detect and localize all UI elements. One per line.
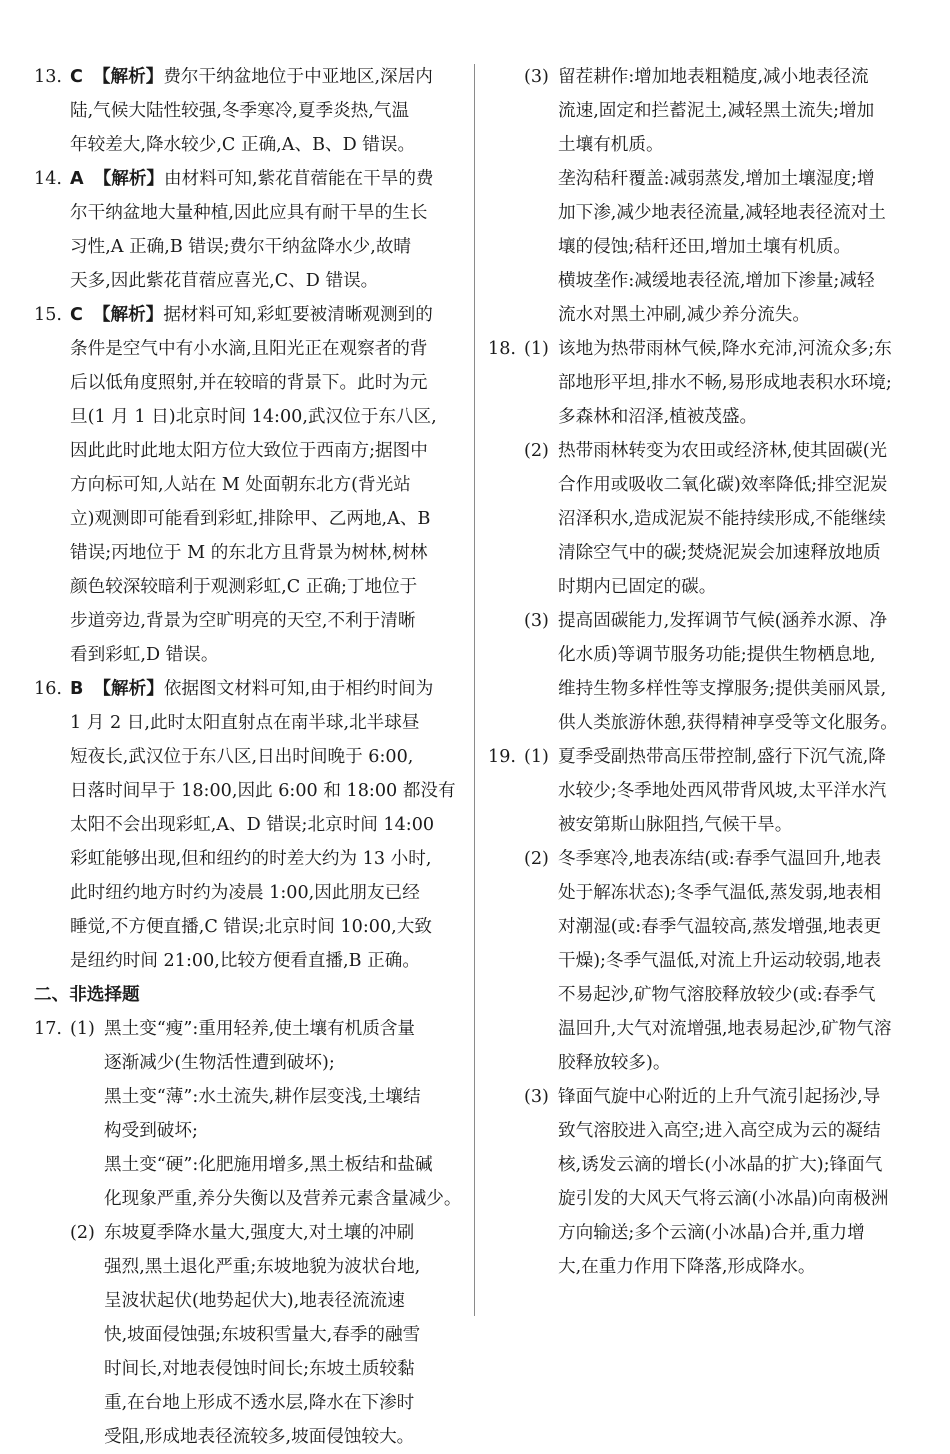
text-line: 垄沟秸秆覆盖:减弱蒸发,增加土壤湿度;增	[558, 169, 875, 189]
answer-15	[34, 298, 474, 672]
text-line: 化水质)等调节服务功能;提供生物栖息地,	[558, 645, 876, 665]
text-line: 维持生物多样性等支撑服务;提供美丽风景,	[558, 679, 887, 699]
text-line: 呈波状起伏(地势起伏大),地表径流流速	[104, 1291, 405, 1311]
text-line: 该地为热带雨林气候,降水充沛,河流众多;东	[558, 339, 892, 359]
text-line: 提高固碳能力,发挥调节气候(涵养水源、净	[558, 611, 888, 631]
text-line: 致气溶胶进入高空;进入高空成为云的凝结	[558, 1121, 881, 1141]
text-line: 彩虹能够出现,但和纽约的时差大约为 13 小时,	[70, 849, 432, 869]
text-line: 由材料可知,紫花苜蓿能在干旱的费	[164, 169, 434, 189]
text-line: 重,在台地上形成不透水层,降水在下渗时	[104, 1393, 415, 1413]
sub-number: (1)	[524, 339, 549, 359]
analysis-tag: 【解析】	[92, 67, 164, 87]
text-line: 供人类旅游休憩,获得精神享受等文化服务。	[558, 713, 898, 733]
text-line: 依据图文材料可知,由于相约时间为	[163, 679, 434, 699]
text-line: 核,诱发云滴的增长(小冰晶的扩大);锋面气	[558, 1155, 883, 1175]
answer-16	[34, 672, 474, 978]
text-line: 方向输送;多个云滴(小冰晶)合并,重力增	[558, 1223, 865, 1243]
text-line: 流速,固定和拦蓄泥土,减轻黑土流失;增加	[558, 101, 875, 121]
text-line: 东坡夏季降水量大,强度大,对土壤的冲刷	[104, 1223, 415, 1243]
text-line: 受阻,形成地表径流较多,坡面侵蚀较大。	[104, 1427, 415, 1447]
analysis-tag: 【解析】	[93, 679, 164, 699]
answer-17	[34, 1012, 474, 1454]
text-line: 黑土变“薄”:水土流失,耕作层变浅,土壤结	[104, 1087, 421, 1107]
text-line: 年较差大,降水较少,C 正确,A、B、D 错误。	[70, 135, 416, 155]
text-line: 处于解冻状态);冬季气温低,蒸发弱,地表相	[558, 883, 882, 903]
text-line: 黑土变“硬”:化肥施用增多,黑土板结和盐碱	[104, 1155, 433, 1175]
text-line: 方向标可知,人站在 M 处面朝东北方(背光站	[70, 475, 411, 495]
sub-answer-3	[524, 1080, 918, 1284]
text-line: 颜色较深较暗利于观测彩虹,C 正确;丁地位于	[70, 577, 418, 597]
text-line: 费尔干纳盆地位于中亚地区,深居内	[163, 67, 433, 87]
text-line: 习性,A 正确,B 错误;费尔干纳盆降水少,故晴	[70, 237, 412, 257]
text-line: 旦(1 月 1 日)北京时间 14:00,武汉位于东八区,	[70, 407, 437, 427]
sub-number: (1)	[524, 747, 549, 767]
text-line: 陆,气候大陆性较强,冬季寒冷,夏季炎热,气温	[70, 101, 410, 121]
sub-answer-2	[524, 842, 918, 1080]
question-number: 16.	[34, 679, 62, 699]
text-line: 逐渐减少(生物活性遭到破坏);	[104, 1053, 335, 1073]
text-line: 被安第斯山脉阻挡,气候干旱。	[558, 815, 793, 835]
text-line: 时期内已固定的碳。	[558, 577, 717, 597]
sub-number: (3)	[524, 1087, 549, 1107]
text-line: 冬季寒冷,地表冻结(或:春季气温回升,地表	[558, 849, 882, 869]
sub-answer-1	[524, 332, 918, 434]
sub-answer-2	[70, 1216, 474, 1454]
sub-number: (2)	[524, 441, 549, 461]
answer-13	[34, 60, 474, 162]
text-line: 留茬耕作:增加地表粗糙度,减小地表径流	[558, 67, 869, 87]
text-line: 后以低角度照射,并在较暗的背景下。此时为元	[70, 373, 428, 393]
text-line: 胶释放较多)。	[558, 1053, 671, 1073]
answer-letter: C	[70, 305, 83, 325]
answer-18	[488, 332, 918, 740]
section-title: 二、非选择题	[34, 985, 140, 1005]
text-line: 温回升,大气对流增强,地表易起沙,矿物气溶	[558, 1019, 892, 1039]
question-number: 17.	[34, 1019, 62, 1039]
answer-letter: C	[70, 67, 83, 87]
text-line: 多森林和沼泽,植被茂盛。	[558, 407, 758, 427]
text-line: 看到彩虹,D 错误。	[70, 645, 219, 665]
text-line: 锋面气旋中心附近的上升气流引起扬沙,导	[558, 1087, 881, 1107]
sub-number: (3)	[524, 611, 549, 631]
text-line: 日落时间早于 18:00,因此 6:00 和 18:00 都没有	[70, 781, 456, 801]
answer-17-sub-3	[524, 60, 918, 332]
text-line: 条件是空气中有小水滴,且阳光正在观察者的背	[70, 339, 428, 359]
sub-answer-2	[524, 434, 918, 604]
sub-number: (2)	[70, 1223, 95, 1243]
text-line: 部地形平坦,排水不畅,易形成地表积水环境;	[558, 373, 892, 393]
answer-19	[488, 740, 918, 1284]
question-number: 13.	[34, 67, 62, 87]
answer-14	[34, 162, 474, 298]
question-number: 19.	[488, 747, 516, 767]
text-line: 据材料可知,彩虹要被清晰观测到的	[163, 305, 433, 325]
text-line: 对潮湿(或:春季气温较高,蒸发增强,地表更	[558, 917, 882, 937]
analysis-tag: 【解析】	[93, 169, 165, 189]
column-divider	[474, 64, 475, 1316]
sub-answer-1	[70, 1012, 474, 1216]
text-line: 此时纽约地方时约为凌晨 1:00,因此朋友已经	[70, 883, 420, 903]
text-line: 快,坡面侵蚀强;东坡积雪量大,春季的融雪	[104, 1325, 421, 1345]
text-line: 旋引发的大风天气将云滴(小冰晶)向南极洲	[558, 1189, 889, 1209]
text-line: 流水对黑土冲刷,减少养分流失。	[558, 305, 810, 325]
text-line: 大,在重力作用下降落,形成降水。	[558, 1257, 816, 1277]
text-line: 清除空气中的碳;焚烧泥炭会加速释放地质	[558, 543, 881, 563]
right-column	[488, 60, 918, 1284]
sub-number: (3)	[524, 67, 549, 87]
text-line: 合作用或吸收二氧化碳)效率降低;排空泥炭	[558, 475, 888, 495]
text-line: 强烈,黑土退化严重;东坡地貌为波状台地,	[104, 1257, 421, 1277]
text-line: 水较少;冬季地处西风带背风坡,太平洋水汽	[558, 781, 887, 801]
question-number: 14.	[34, 169, 62, 189]
text-line: 横坡垄作:减缓地表径流,增加下渗量;减轻	[558, 271, 875, 291]
text-line: 睡觉,不方便直播,C 错误;北京时间 10:00,大致	[70, 917, 432, 937]
text-line: 沼泽积水,造成泥炭不能持续形成,不能继续	[558, 509, 886, 529]
question-number: 15.	[34, 305, 62, 325]
text-line: 夏季受副热带高压带控制,盛行下沉气流,降	[558, 747, 886, 767]
text-line: 构受到破坏;	[104, 1121, 198, 1141]
analysis-tag: 【解析】	[92, 305, 164, 325]
answer-letter: B	[70, 679, 84, 699]
sub-answer-1	[524, 740, 918, 842]
text-line: 错误;丙地位于 M 的东北方且背景为树林,树林	[70, 543, 428, 563]
text-line: 黑土变“瘦”:重用轻养,使土壤有机质含量	[104, 1019, 416, 1039]
text-line: 干燥);冬季气温低,对流上升运动较弱,地表	[558, 951, 882, 971]
text-line: 尔干纳盆地大量种植,因此应具有耐干旱的生长	[70, 203, 428, 223]
question-number: 18.	[488, 339, 516, 359]
text-line: 土壤有机质。	[558, 135, 664, 155]
text-line: 不易起沙,矿物气溶胶释放较少(或:春季气	[558, 985, 876, 1005]
text-line: 热带雨林转变为农田或经济林,使其固碳(光	[558, 441, 888, 461]
text-line: 化现象严重,养分失衡以及营养元素含量减少。	[104, 1189, 462, 1209]
text-line: 立)观测即可能看到彩虹,排除甲、乙两地,A、B	[70, 509, 431, 529]
text-line: 1 月 2 日,此时太阳直射点在南半球,北半球昼	[70, 713, 420, 733]
text-line: 是纽约时间 21:00,比较方便看直播,B 正确。	[70, 951, 420, 971]
sub-number: (1)	[70, 1019, 95, 1039]
sub-answer-3	[524, 604, 918, 740]
sub-number: (2)	[524, 849, 549, 869]
text-line: 短夜长,武汉位于东八区,日出时间晚于 6:00,	[70, 747, 414, 767]
text-line: 加下渗,减少地表径流量,减轻地表径流对土	[558, 203, 886, 223]
answer-letter: A	[70, 169, 84, 189]
left-column	[34, 60, 474, 1454]
text-line: 步道旁边,背景为空旷明亮的天空,不利于清晰	[70, 611, 416, 631]
text-line: 太阳不会出现彩虹,A、D 错误;北京时间 14:00	[70, 815, 435, 835]
text-line: 时间长,对地表侵蚀时间长;东坡土质较黏	[104, 1359, 415, 1379]
text-line: 因此此时此地太阳方位大致位于西南方;据图中	[70, 441, 428, 461]
text-line: 壤的侵蚀;秸秆还田,增加土壤有机质。	[558, 237, 852, 257]
text-line: 天多,因此紫花苜蓿应喜光,C、D 错误。	[70, 271, 379, 291]
